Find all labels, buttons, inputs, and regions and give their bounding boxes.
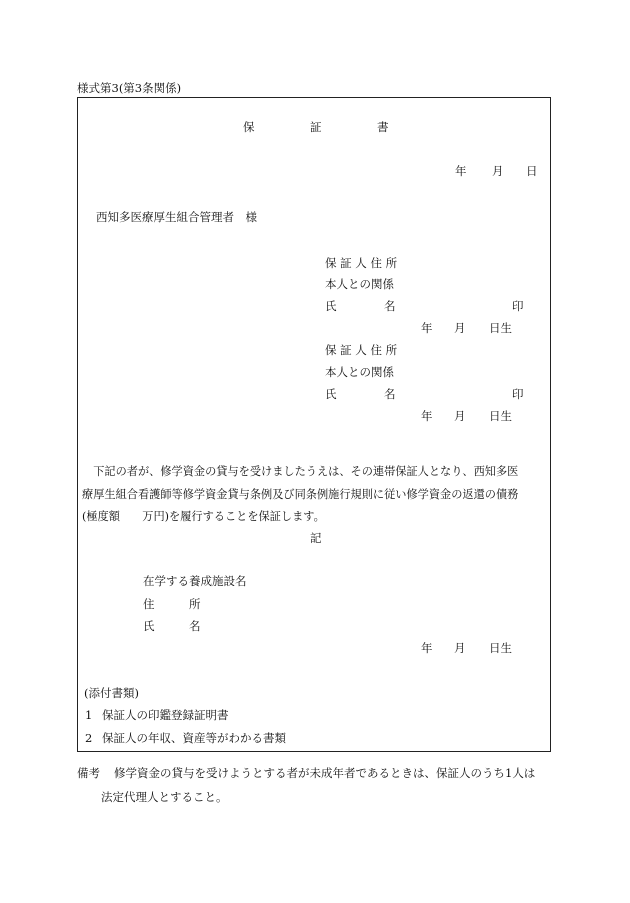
guarantor-1-address-label: 保 証 人 住 所 [325,256,398,270]
remark-line-2: 法定代理人とすること。 [101,790,228,804]
title-char-2: 証 [310,120,322,134]
guarantor-2-relation-label: 本人との関係 [325,365,394,379]
attachments-header: (添付書類) [84,686,139,700]
guarantor-1-birth-month: 月 [454,321,466,335]
student-school-label: 在学する養成施設名 [143,574,247,588]
title-char-3: 書 [377,120,389,134]
body-line-2: 療厚生組合看護師等修学資金貸与条例及び同条例施行規則に従い修学資金の返還の債務 [82,488,519,501]
student-address-char-1: 住 [143,597,155,611]
guarantor-2-birth-day: 日生 [489,409,512,423]
student-birth-month: 月 [454,641,466,655]
attachment-1-number: 1 [85,708,93,722]
remark-line-1: 修学資金の貸与を受けようとする者が未成年者であるときは、保証人のうち1人は [114,766,536,780]
student-address-char-2: 所 [189,597,201,611]
guarantor-2-birth-year: 年 [421,409,433,423]
ki-heading: 記 [310,531,322,545]
certificate-frame [77,97,551,752]
guarantor-2-name-char-1: 氏 [325,387,337,401]
date-day: 日 [526,164,538,178]
form-label: 様式第3(第3条関係) [77,81,182,95]
student-name-char-1: 氏 [143,619,155,633]
guarantor-2-seal: 印 [512,387,524,401]
guarantor-1-birth-year: 年 [421,321,433,335]
body-line-1: 下記の者が、修学資金の貸与を受けましたうえは、その連帯保証人となり、西知多医 [82,465,519,478]
guarantor-2-name-char-2: 名 [384,387,396,401]
guarantor-2-address-label: 保 証 人 住 所 [325,343,398,357]
student-name-char-2: 名 [189,619,201,633]
guarantor-1-relation-label: 本人との関係 [325,277,394,291]
guarantor-1-name-char-1: 氏 [325,299,337,313]
body-line-3: (極度額 万円)を履行することを保証します。 [82,510,325,523]
guarantor-1-birth-day: 日生 [489,321,512,335]
attachment-2-text: 保証人の年収、資産等がわかる書類 [102,731,286,745]
date-month: 月 [492,164,504,178]
guarantor-2-birth-month: 月 [454,409,466,423]
addressee: 西知多医療厚生組合管理者 様 [96,210,257,224]
guarantor-1-name-char-2: 名 [384,299,396,313]
title-char-1: 保 [243,120,255,134]
remark-label: 備考 [77,766,100,780]
student-birth-day: 日生 [489,641,512,655]
student-birth-year: 年 [421,641,433,655]
guarantor-1-seal: 印 [512,299,524,313]
date-year: 年 [455,164,467,178]
attachment-2-number: 2 [85,731,93,745]
attachment-1-text: 保証人の印鑑登録証明書 [102,708,229,722]
